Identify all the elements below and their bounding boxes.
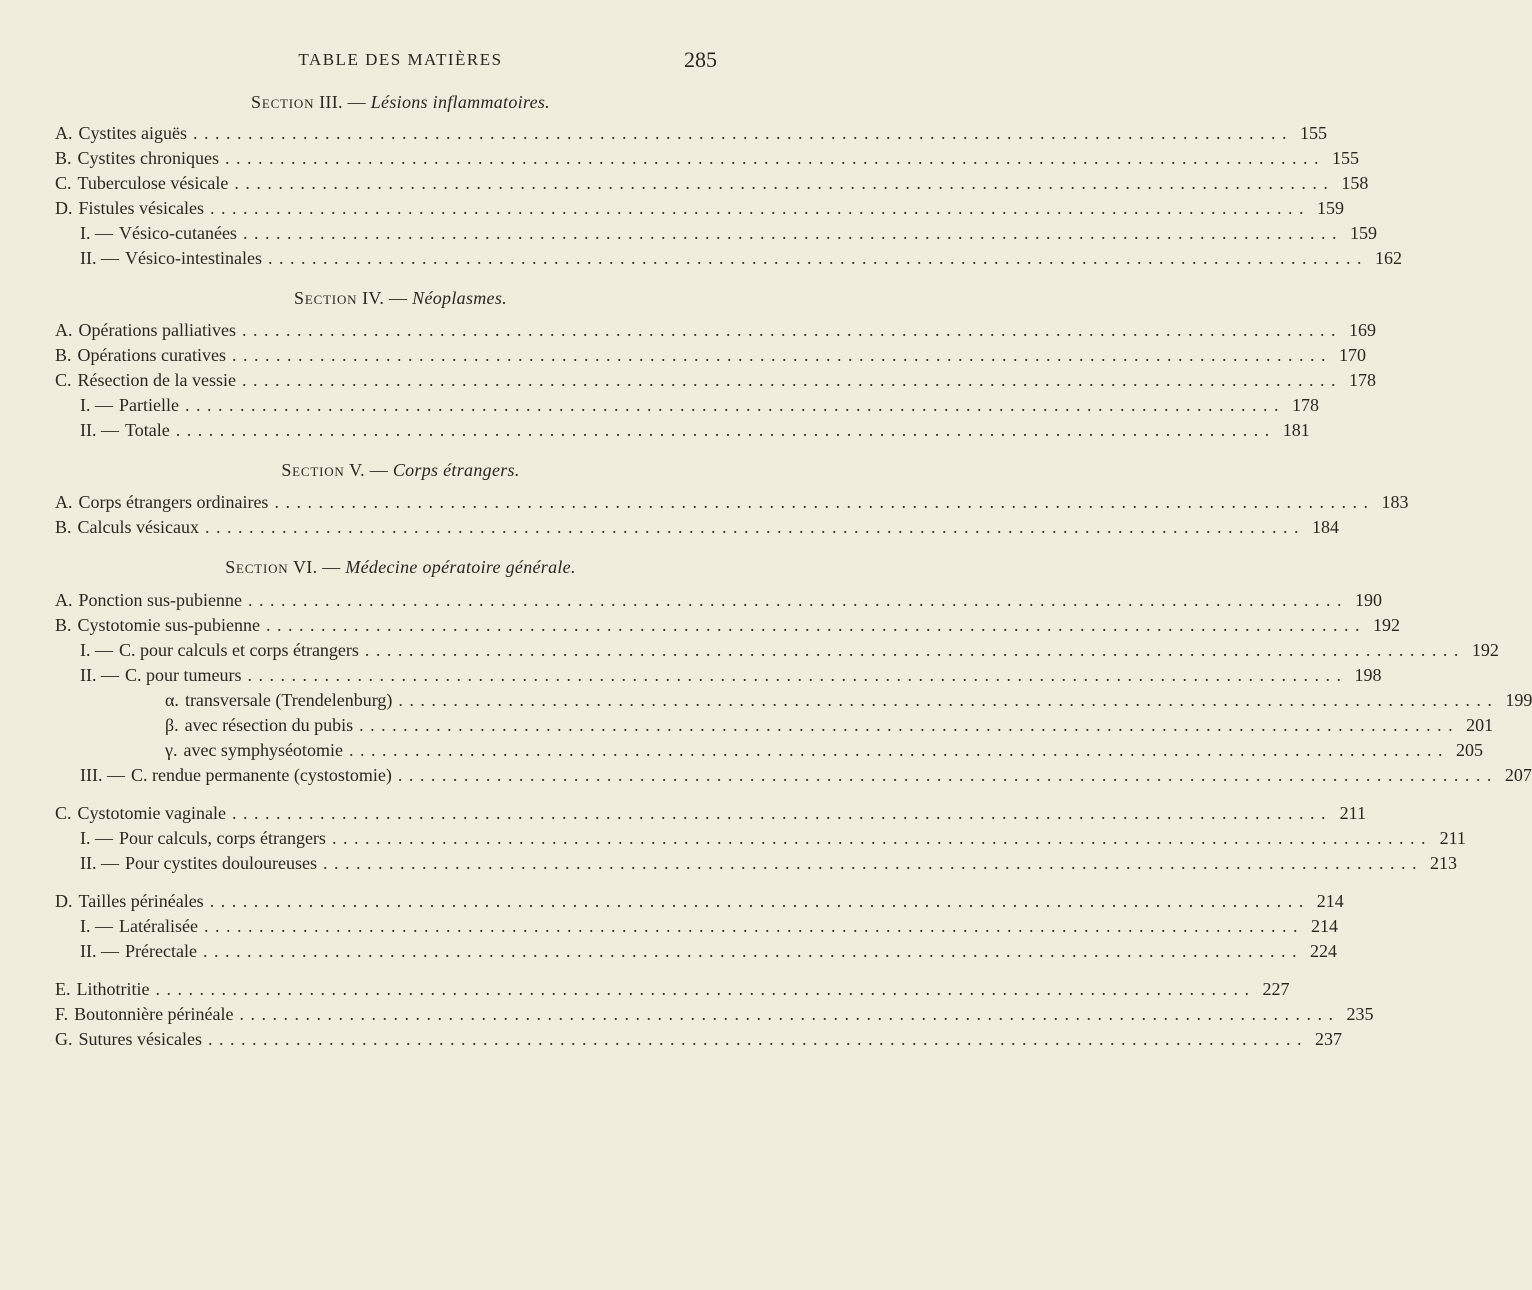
entry-marker: F. (55, 1004, 69, 1024)
entry-page: 159 (1316, 198, 1344, 218)
toc-entry (80, 828, 1466, 852)
toc-entry (80, 395, 1319, 419)
entry-title: Latéralisée (119, 916, 198, 936)
entry-page: 158 (1341, 173, 1369, 193)
dot-leader: .................................................................................................... (193, 123, 1293, 143)
section-label: Section (294, 288, 358, 308)
dot-leader: .................................................................................................... (225, 148, 1326, 168)
entry-page: 207 (1504, 765, 1532, 785)
toc-entry (55, 615, 1401, 639)
entry-marker: II. — (80, 853, 119, 873)
toc-entry (165, 690, 1532, 714)
entry-title: Tailles périnéales (78, 891, 204, 911)
entry-marker: A. (55, 590, 73, 610)
entry-title: Pour cystites douloureuses (125, 853, 317, 873)
toc-entry (80, 223, 1377, 247)
entry-title: Opérations palliatives (78, 320, 236, 340)
toc-entry (55, 198, 1344, 222)
entry-title: Vésico-cutanées (119, 223, 237, 243)
entry-marker: G. (55, 1029, 73, 1049)
dot-leader: .................................................................................................... (331, 828, 1432, 848)
entry-marker: C. (55, 370, 72, 390)
dot-leader: .................................................................................................... (209, 891, 1310, 911)
section-heading: Corps étrangers. (392, 460, 520, 480)
entry-page: 184 (1311, 517, 1339, 537)
entry-marker: I. — (80, 828, 113, 848)
dot-leader: .................................................................................................... (231, 345, 1332, 365)
entry-title: Boutonnière périnéale (74, 1004, 234, 1024)
entry-title: Tuberculose vésicale (77, 173, 229, 193)
entry-title: Opérations curatives (77, 345, 226, 365)
toc-entry (55, 590, 1382, 614)
toc-entry (80, 248, 1402, 272)
entry-page: 192 (1471, 640, 1499, 660)
section-heading: Néoplasmes. (412, 288, 507, 308)
entry-title: Vésico-intestinales (125, 248, 262, 268)
dot-leader: .................................................................................................... (247, 665, 1348, 685)
entry-marker: α. (165, 690, 179, 710)
section-number: IV. (362, 288, 385, 308)
entry-page: 214 (1310, 916, 1338, 936)
dot-leader: .................................................................................................... (397, 765, 1498, 785)
entry-marker: III. — (80, 765, 125, 785)
section-dash: — (347, 92, 366, 112)
entry-page: 198 (1354, 665, 1382, 685)
dot-leader: .................................................................................................... (207, 1029, 1308, 1049)
section-dash: — (322, 557, 341, 577)
toc-entry (55, 492, 1409, 516)
toc-entry (55, 891, 1344, 915)
entry-page: 211 (1439, 828, 1466, 848)
dot-leader: .................................................................................................... (266, 615, 1367, 635)
entry-marker: C. (55, 803, 72, 823)
section-label: Section (225, 557, 289, 577)
running-head (0, 47, 801, 76)
entry-title: Prérectale (125, 941, 197, 961)
section-dash: — (389, 288, 408, 308)
dot-leader: .................................................................................................... (232, 803, 1332, 823)
entry-page: 237 (1314, 1029, 1342, 1049)
entry-marker: I. — (80, 395, 113, 415)
running-title: TABLE DES MATIÈRES (298, 50, 503, 69)
dot-leader: .................................................................................................... (241, 320, 1342, 340)
entry-page: 214 (1316, 891, 1344, 911)
toc-entry (55, 123, 1327, 147)
section-title-3 (0, 92, 801, 113)
dot-leader: .................................................................................................... (359, 715, 1460, 735)
dot-leader: .................................................................................................... (155, 979, 1256, 999)
toc-entry (55, 1004, 1374, 1028)
entry-page: 178 (1348, 370, 1376, 390)
dot-leader: .................................................................................................... (209, 198, 1310, 218)
dot-leader: .................................................................................................... (364, 640, 1465, 660)
entry-page: 199 (1505, 690, 1532, 710)
entry-title: Pour calculs, corps étrangers (119, 828, 326, 848)
entry-marker: β. (165, 715, 179, 735)
entry-marker: C. (55, 173, 72, 193)
entry-title: Cystotomie sus-pubienne (77, 615, 261, 635)
toc-entry (55, 345, 1366, 369)
entry-title: Ponction sus-pubienne (78, 590, 242, 610)
entry-page: 201 (1466, 715, 1494, 735)
entry-marker: E. (55, 979, 71, 999)
section-dash: — (369, 460, 389, 480)
entry-page: 162 (1374, 248, 1402, 268)
entry-title: Sutures vésicales (78, 1029, 202, 1049)
dot-leader: .................................................................................................... (239, 1004, 1340, 1024)
entry-marker: B. (55, 517, 72, 537)
section-label: Section (281, 460, 345, 480)
section-number: VI. (292, 557, 318, 577)
dot-leader: .................................................................................................... (234, 173, 1335, 193)
toc-entry (55, 803, 1366, 827)
dot-leader: .................................................................................................... (204, 517, 1305, 537)
entry-page: 205 (1455, 740, 1483, 760)
dot-leader: .................................................................................................... (202, 941, 1303, 961)
entry-marker: II. — (80, 941, 119, 961)
dot-leader: .................................................................................................... (203, 916, 1304, 936)
entry-page: 181 (1282, 420, 1310, 440)
entry-marker: I. — (80, 640, 113, 660)
toc-entry (80, 941, 1337, 965)
entry-page: 169 (1348, 320, 1376, 340)
dot-leader: .................................................................................................... (274, 492, 1375, 512)
section-number: III. (319, 92, 343, 112)
entry-title: C. pour calculs et corps étrangers (119, 640, 359, 660)
dot-leader: .................................................................................................... (242, 223, 1343, 243)
toc-entry (80, 640, 1499, 664)
entry-title: Lithotritie (76, 979, 150, 999)
toc-entry (80, 853, 1457, 877)
toc-entry (55, 320, 1376, 344)
entry-page: 159 (1349, 223, 1377, 243)
entry-marker: I. — (80, 223, 113, 243)
entry-marker: B. (55, 615, 72, 635)
dot-leader: .................................................................................................... (241, 370, 1342, 390)
entry-marker: II. — (80, 248, 119, 268)
entry-marker: B. (55, 345, 72, 365)
section-title-5 (0, 460, 801, 481)
entry-marker: A. (55, 492, 73, 512)
toc-entry (165, 715, 1494, 739)
entry-title: avec symphyséotomie (183, 740, 343, 760)
toc-entry (55, 173, 1369, 197)
dot-leader: .................................................................................................... (398, 690, 1499, 710)
entry-page: 224 (1309, 941, 1337, 961)
entry-page: 170 (1338, 345, 1366, 365)
entry-marker: A. (55, 320, 73, 340)
entry-marker: D. (55, 891, 73, 911)
section-heading: Médecine opératoire générale. (345, 557, 576, 577)
entry-title: Cystites chroniques (77, 148, 220, 168)
toc-entry (55, 979, 1290, 1003)
dot-leader: .................................................................................................... (184, 395, 1285, 415)
toc-entry (165, 740, 1483, 764)
toc-entry (80, 665, 1382, 689)
entry-title: Cystites aiguës (78, 123, 187, 143)
page-number: 285 (684, 47, 717, 72)
entry-title: C. pour tumeurs (125, 665, 242, 685)
entry-page: 155 (1300, 123, 1327, 143)
dot-leader: .................................................................................................... (348, 740, 1449, 760)
toc-entry (55, 370, 1376, 394)
section-label: Section (251, 92, 315, 112)
entry-marker: γ. (165, 740, 178, 760)
section-title-6 (0, 557, 801, 578)
entry-page: 235 (1346, 1004, 1374, 1024)
entry-title: C. rendue permanente (cystostomie) (130, 765, 392, 785)
entry-page: 183 (1381, 492, 1409, 512)
entry-marker: II. — (80, 420, 119, 440)
toc-entry (55, 148, 1360, 172)
entry-title: Fistules vésicales (78, 198, 204, 218)
entry-marker: II. — (80, 665, 119, 685)
entry-title: Totale (125, 420, 170, 440)
dot-leader: .................................................................................................... (322, 853, 1423, 873)
entry-page: 213 (1429, 853, 1457, 873)
dot-leader: .................................................................................................... (267, 248, 1368, 268)
section-number: V. (349, 460, 365, 480)
entry-marker: D. (55, 198, 73, 218)
entry-title: Partielle (119, 395, 179, 415)
entry-page: 211 (1339, 803, 1366, 823)
toc-entry (80, 765, 1532, 789)
entry-marker: A. (55, 123, 73, 143)
entry-title: Corps étrangers ordinaires (78, 492, 269, 512)
entry-title: transversale (Trendelenburg) (184, 690, 393, 710)
dot-leader: .................................................................................................... (248, 590, 1348, 610)
entry-page: 227 (1262, 979, 1290, 999)
toc-entry (80, 420, 1310, 444)
entry-title: Résection de la vessie (77, 370, 236, 390)
toc-entry (55, 1029, 1342, 1053)
entry-marker: I. — (80, 916, 113, 936)
toc-entry (55, 517, 1339, 541)
entry-page: 178 (1291, 395, 1319, 415)
entry-page: 190 (1355, 590, 1382, 610)
entry-page: 192 (1373, 615, 1401, 635)
dot-leader: .................................................................................................... (175, 420, 1276, 440)
entry-marker: B. (55, 148, 72, 168)
entry-title: Cystotomie vaginale (77, 803, 226, 823)
entry-title: Calculs vésicaux (77, 517, 199, 537)
section-title-4 (0, 288, 801, 309)
entry-title: avec résection du pubis (184, 715, 354, 735)
section-heading: Lésions inflammatoires. (370, 92, 550, 112)
entry-page: 155 (1332, 148, 1360, 168)
toc-entry (80, 916, 1338, 940)
